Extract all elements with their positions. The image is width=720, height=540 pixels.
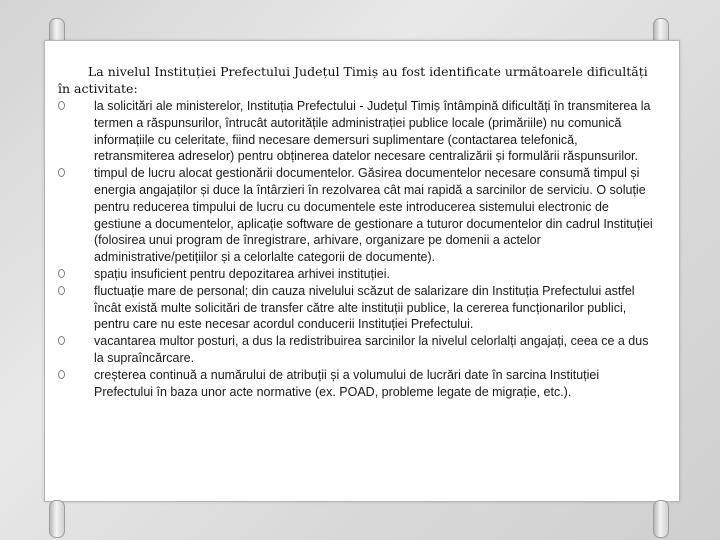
list-item-text: spațiu insuficient pentru depozitarea arhivei instituției. <box>94 266 391 281</box>
list-item <box>58 333 658 367</box>
list-item <box>58 98 658 165</box>
list-item-text: la solicitări ale ministerelor, Instituția Prefectului - Județul Timiș întâmpină dificultăți în transmiterea la termen a răspunsurilor, întrucât autoritățile administrației publice locale (primăriile) nu comunică informațiile cu celeritate, fiind necesare demersuri suplimentare (contactarea telefonică, retransmiterea adreselor) pentru obținerea datelor necesare centralizării și formulării răspunsurilor. <box>94 99 651 164</box>
list-item <box>58 165 658 266</box>
hollow-circle-bullet-icon <box>58 269 65 278</box>
list-item <box>58 283 658 333</box>
slide-content <box>58 64 658 400</box>
hollow-circle-bullet-icon <box>58 286 65 295</box>
list-item-text: creșterea continuă a numărului de atribuții și a volumului de lucrări date în sarcina Instituției Prefectului în baza unor acte normative (ex. POAD, probleme legate de migrație, etc.). <box>94 367 600 399</box>
list-item-text: vacantarea multor posturi, a dus la redistribuirea sarcinilor la nivelul celorlalți angajați, ceea ce a dus la supraîncărcare. <box>94 334 649 365</box>
hollow-circle-bullet-icon <box>58 101 65 110</box>
list-item <box>58 266 658 283</box>
hollow-circle-bullet-icon <box>58 336 65 345</box>
slide-heading: La nivelul Instituției Prefectului Județul Timiș au fost identificate următoarele dificultăți în activitate: <box>58 64 648 96</box>
list-item-text: timpul de lucru alocat gestionării documentelor. Găsirea documentelor necesare consumă timpul și energia angajaților și duce la întârzieri în rezolvarea cât mai rapidă a sarcinilor de serviciu. O soluție pentru reducerea timpului de lucru cu documentele este introducerea sistemului electronic de gestiune a documentelor, aplicație software de gestionare a tuturor documentelor din cadrul Instituției (folosirea unui program de înregistrare, arhivare, organizare pe domenii a actelor administrative/petițiilor și a celorlalte categorii de documente). <box>94 166 653 265</box>
list-item-text: fluctuație mare de personal; din cauza nivelului scăzut de salarizare din Instituția Prefectului astfel încât există multe solicitări de transfer către alte instituții publice, la cererea funcționarilor publici, pentru care nu este necesar acordul conducerii Instituției Prefectului. <box>94 283 635 332</box>
bullet-list <box>58 98 658 400</box>
binder-tab-bottom-left <box>49 500 65 538</box>
hollow-circle-bullet-icon <box>58 370 65 379</box>
binder-tab-bottom-right <box>653 500 669 538</box>
hollow-circle-bullet-icon <box>58 168 65 177</box>
list-item <box>58 367 658 401</box>
